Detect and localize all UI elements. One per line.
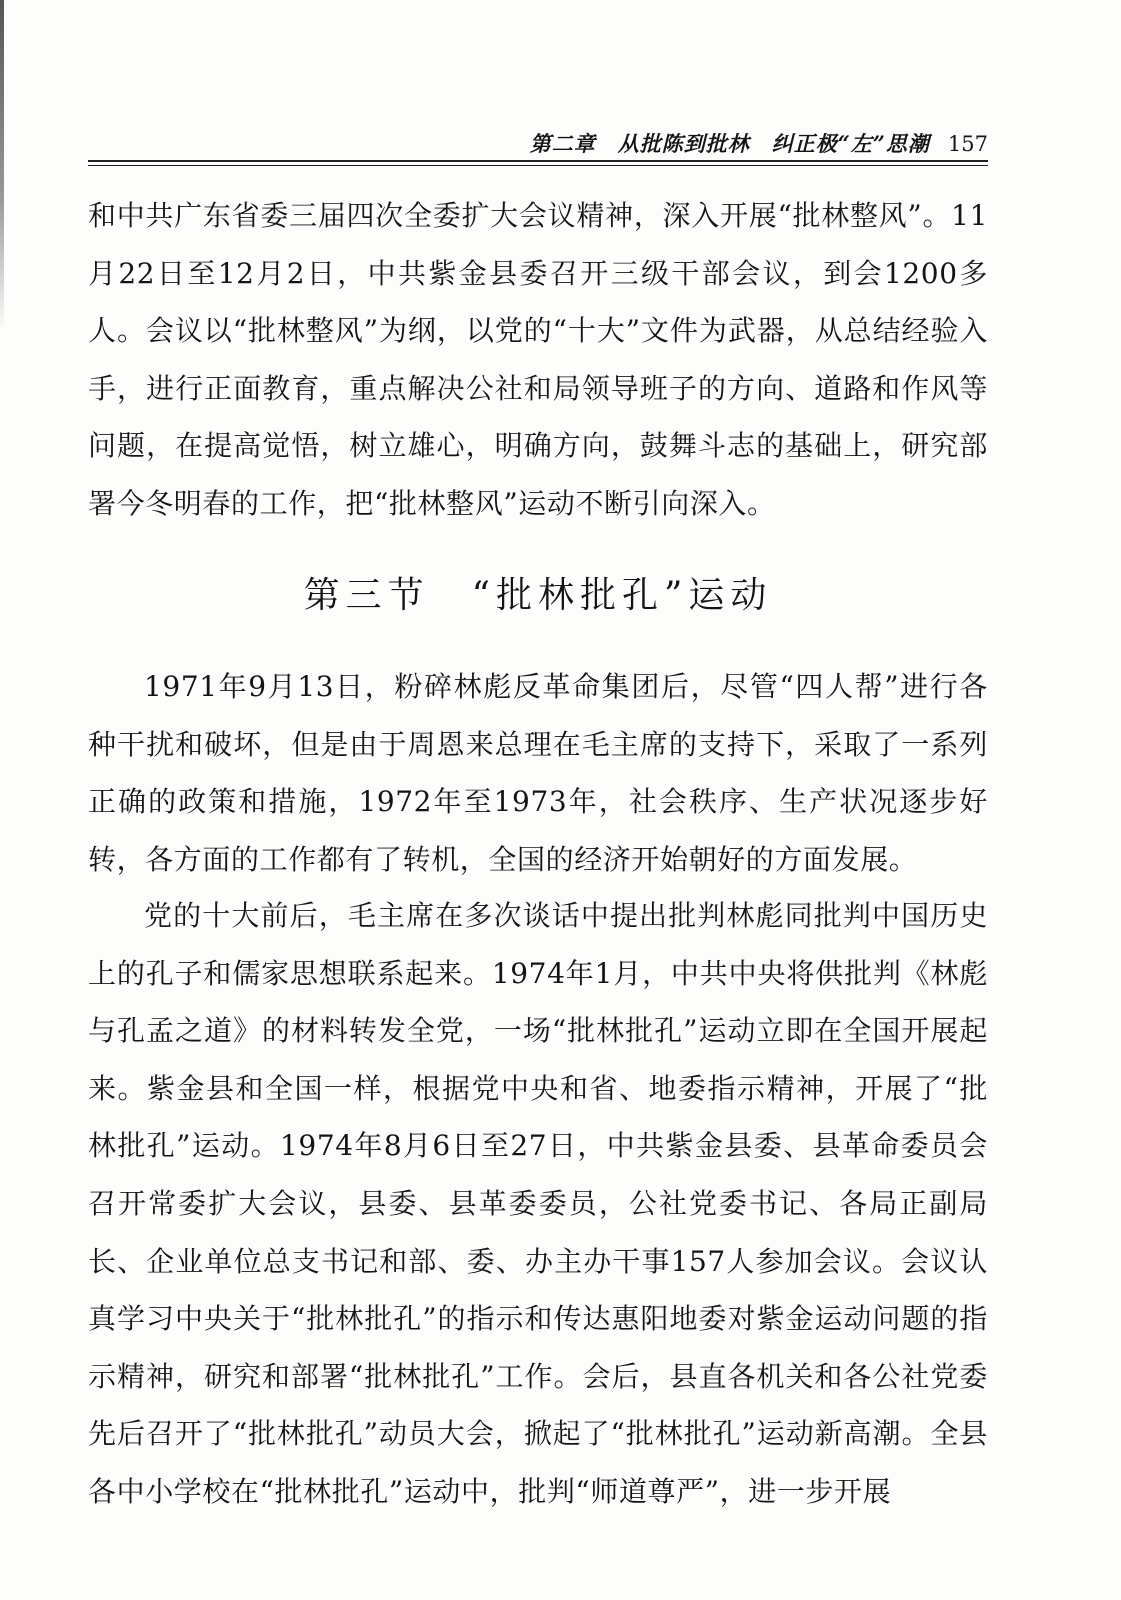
header-line [530,128,988,158]
section-heading: 第三节 “批林批孔”运动 [303,575,773,616]
page-binding-edge [0,0,4,330]
running-header [88,128,988,162]
header-rule-thin [88,165,988,166]
paragraph: 1971年9月13日，粉碎林彪反革命集团后，尽管“四人帮”进行各种干扰和破坏，但是由于周恩来总理在毛主席的支持下，采取了一系列正确的政策和措施，1972年至1973年，社会秩序、生产状况逐步好转，各方面的工作都有了转机，全国的经济开始朝好的方面发展。 [88,670,988,876]
paragraph: 党的十大前后，毛主席在多次谈话中提出批判林彪同批判中国历史上的孔子和儒家思想联系起来。1974年1月，中共中央将供批判《林彪与孔孟之道》的材料转发全党，一场“批林批孔”运动立即在全国开展起来。紫金县和全国一样，根据党中央和省、地委指示精神，开展了“批林批孔”运动。1974年8月6日至27日，中共紫金县委、县革命委员会召开常委扩大会议，县委、县革委委员，公社党委书记、各局正副局长、企业单位总支书记和部、委、办主办干事157人参加会议。会议认真学习中央关于“批林批孔”的指示和传达惠阳地委对紫金运动问题的指示精神，研究和部署“批林批孔”工作。会后，县直各机关和各公社党委先后召开了“批林批孔”动员大会，掀起了“批林批孔”运动新高潮。全县各中小学校在“批林批孔”运动中，批判“师道尊严”，进一步开展 [88,899,988,1508]
page-number: 157 [947,132,988,156]
header-rule-thick [88,160,988,162]
running-title: 第二章 从批陈到批林 纠正极“左”思潮 [529,131,930,156]
paragraph-continued: 和中共广东省委三届四次全委扩大会议精神，深入开展“批林整风”。11月22日至12月2日，中共紫金县委召开三级干部会议，到会1200多人。会议以“批林整风”为纲，以党的“十大”文件为武器，从总结经验入手，进行正面教育，重点解决公社和局领导班子的方向、道路和作风等问题，在提高觉悟，树立雄心，明确方向，鼓舞斗志的基础上，研究部署今冬明春的工作，把“批林整风”运动不断引向深入。 [88,199,988,520]
